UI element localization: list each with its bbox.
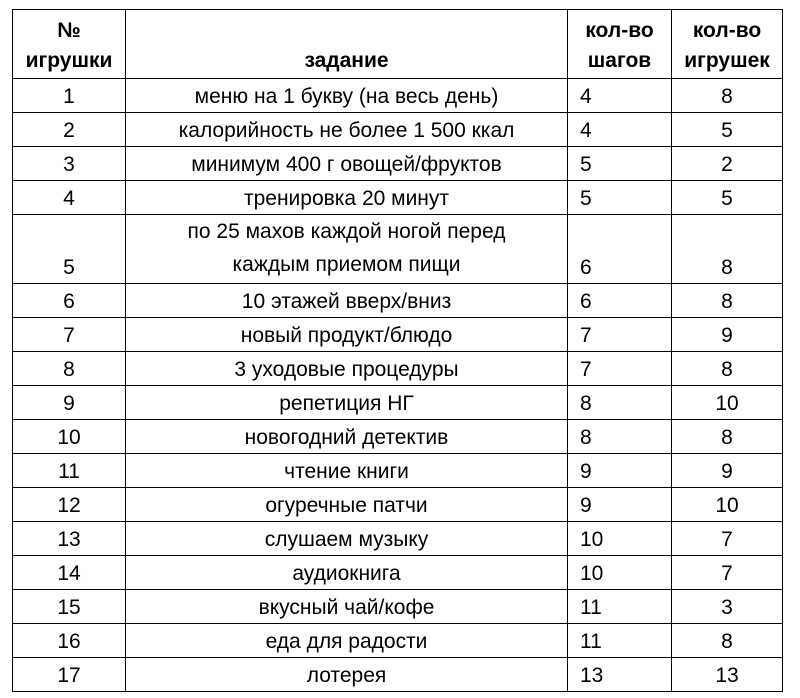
- table-body: [13, 79, 783, 692]
- table-row: [13, 454, 783, 488]
- cell-toy-number: 4: [13, 181, 126, 215]
- cell-task: [126, 215, 568, 284]
- cell-toys: 9: [672, 318, 783, 352]
- table-row: [13, 522, 783, 556]
- header-steps-count: [568, 10, 672, 79]
- cell-steps: 9: [568, 454, 672, 488]
- table-row: [13, 590, 783, 624]
- cell-toy-number: 5: [13, 215, 126, 284]
- cell-toys: 5: [672, 181, 783, 215]
- cell-toy-number: 16: [13, 624, 126, 658]
- cell-steps: 7: [568, 352, 672, 386]
- cell-task: новогодний детектив: [126, 420, 568, 454]
- cell-toys: 10: [672, 386, 783, 420]
- table-row: [13, 624, 783, 658]
- header-task: [126, 10, 568, 79]
- cell-task: 10 этажей вверх/вниз: [126, 284, 568, 318]
- cell-steps: 10: [568, 522, 672, 556]
- cell-steps: 6: [568, 284, 672, 318]
- cell-toy-number: 2: [13, 113, 126, 147]
- cell-toys: 13: [672, 658, 783, 692]
- header-steps-line2: шагов: [587, 49, 652, 72]
- header-toy-number-line1: №: [57, 19, 81, 42]
- table-row: [13, 420, 783, 454]
- cell-task: новый продукт/блюдо: [126, 318, 568, 352]
- table-row: [13, 318, 783, 352]
- cell-toy-number: 11: [13, 454, 126, 488]
- header-toys-line2: игрушек: [684, 49, 770, 72]
- table-row: [13, 284, 783, 318]
- table-row: [13, 181, 783, 215]
- table-row: [13, 386, 783, 420]
- cell-toy-number: 7: [13, 318, 126, 352]
- cell-task: огуречные патчи: [126, 488, 568, 522]
- cell-toy-number: 13: [13, 522, 126, 556]
- cell-toys: 8: [672, 624, 783, 658]
- cell-toys: 2: [672, 147, 783, 181]
- table-row: [13, 215, 783, 284]
- cell-toy-number: 8: [13, 352, 126, 386]
- cell-task: вкусный чай/кофе: [126, 590, 568, 624]
- cell-toys: 8: [672, 79, 783, 113]
- cell-task: репетиция НГ: [126, 386, 568, 420]
- cell-task: калорийность не более 1 500 ккал: [126, 113, 568, 147]
- cell-task: тренировка 20 минут: [126, 181, 568, 215]
- cell-task: еда для радости: [126, 624, 568, 658]
- table-row: [13, 658, 783, 692]
- table-row: [13, 352, 783, 386]
- cell-toys: 8: [672, 352, 783, 386]
- cell-task: минимум 400 г овощей/фруктов: [126, 147, 568, 181]
- task-table: [12, 9, 783, 692]
- cell-steps: 8: [568, 420, 672, 454]
- cell-steps: 7: [568, 318, 672, 352]
- cell-task: лотерея: [126, 658, 568, 692]
- table-row: [13, 147, 783, 181]
- cell-task-line1: по 25 махов каждой ногой перед: [187, 220, 506, 243]
- cell-task-line2: каждым приемом пищи: [232, 253, 461, 276]
- header-steps-line1: кол-во: [585, 19, 654, 42]
- header-toy-number-line2: игрушки: [25, 49, 113, 72]
- cell-task: чтение книги: [126, 454, 568, 488]
- cell-toys: 3: [672, 590, 783, 624]
- cell-steps: 9: [568, 488, 672, 522]
- cell-steps: 11: [568, 624, 672, 658]
- table-row: [13, 79, 783, 113]
- cell-steps: 6: [568, 215, 672, 284]
- cell-toys: 9: [672, 454, 783, 488]
- cell-toy-number: 14: [13, 556, 126, 590]
- cell-toys: 7: [672, 522, 783, 556]
- cell-steps: 11: [568, 590, 672, 624]
- cell-toy-number: 10: [13, 420, 126, 454]
- header-task-label: задание: [304, 49, 389, 72]
- task-table-container: [12, 9, 783, 692]
- cell-steps: 10: [568, 556, 672, 590]
- header-toy-number: [13, 10, 126, 79]
- cell-toys: 8: [672, 284, 783, 318]
- cell-toy-number: 3: [13, 147, 126, 181]
- cell-toys: 8: [672, 420, 783, 454]
- header-toys-line1: кол-во: [692, 19, 762, 42]
- cell-steps: 13: [568, 658, 672, 692]
- cell-task: аудиокнига: [126, 556, 568, 590]
- cell-steps: 4: [568, 79, 672, 113]
- cell-toys: 10: [672, 488, 783, 522]
- cell-steps: 5: [568, 181, 672, 215]
- table-row: [13, 113, 783, 147]
- cell-steps: 4: [568, 113, 672, 147]
- cell-toys: 8: [672, 215, 783, 284]
- table-row: [13, 488, 783, 522]
- cell-toy-number: 12: [13, 488, 126, 522]
- cell-task: 3 уходовые процедуры: [126, 352, 568, 386]
- table-row: [13, 556, 783, 590]
- cell-toy-number: 1: [13, 79, 126, 113]
- cell-steps: 8: [568, 386, 672, 420]
- cell-steps: 5: [568, 147, 672, 181]
- cell-toys: 7: [672, 556, 783, 590]
- header-toys-count: [672, 10, 783, 79]
- cell-toy-number: 17: [13, 658, 126, 692]
- cell-toy-number: 6: [13, 284, 126, 318]
- cell-toys: 5: [672, 113, 783, 147]
- cell-task: меню на 1 букву (на весь день): [126, 79, 568, 113]
- cell-toy-number: 9: [13, 386, 126, 420]
- cell-task: слушаем музыку: [126, 522, 568, 556]
- cell-toy-number: 15: [13, 590, 126, 624]
- table-header-row: [13, 10, 783, 79]
